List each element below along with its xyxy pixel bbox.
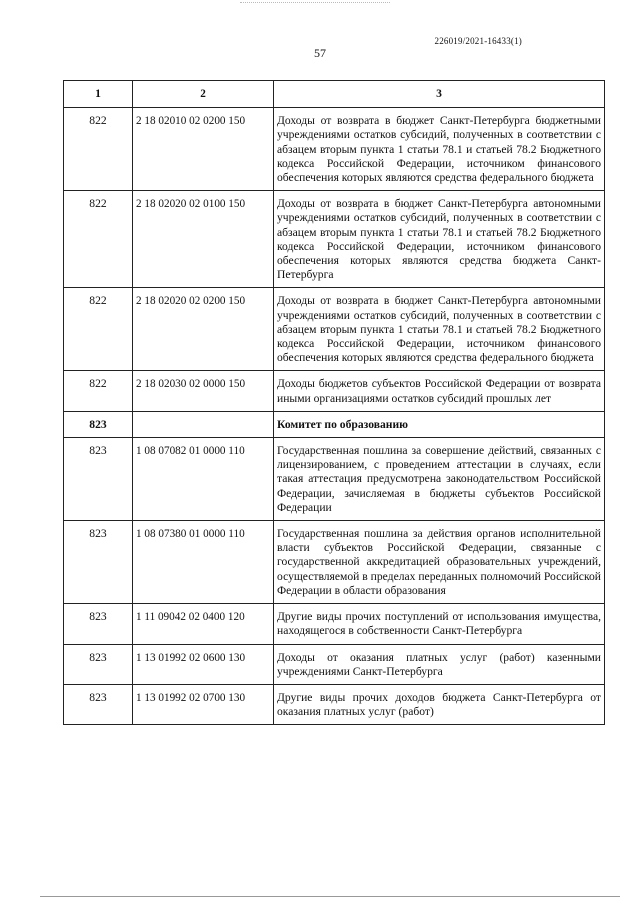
section-title-cell: Комитет по образованию (274, 411, 605, 437)
table-row (64, 604, 605, 644)
description-cell: Другие виды прочих поступлений от использования имущества, находящегося в собственности Санкт-Петербурга (274, 604, 605, 644)
description-cell: Доходы от оказания платных услуг (работ) казенными учреждениями Санкт-Петербурга (274, 644, 605, 684)
document-id: 226019/2021-16433(1) (434, 36, 522, 46)
revenue-code-cell: 2 18 02020 02 0100 150 (133, 191, 274, 288)
page-number: 57 (314, 46, 326, 60)
revenue-code-cell: 2 18 02030 02 0000 150 (133, 371, 274, 411)
description-cell: Доходы бюджетов субъектов Российской Федерации от возврата иными организациями остатков субсидий прошлых лет (274, 371, 605, 411)
page-bottom-edge (40, 896, 620, 897)
admin-code-cell: 823 (64, 411, 133, 437)
description-cell: Доходы от возврата в бюджет Санкт-Петербурга бюджетными учреждениями остатков субсидий, полученных в соответствии с абзацем вторым пункта 1 статьи 78.1 и статьей 78.2 Бюджетного кодекса Российской Федерации, источником финансового обеспечения которых являются средства федерального бюджета (274, 108, 605, 191)
admin-code-cell: 822 (64, 191, 133, 288)
revenue-code-cell: 1 08 07082 01 0000 110 (133, 438, 274, 521)
table-header-row (64, 81, 605, 108)
revenue-code-cell: 1 13 01992 02 0700 130 (133, 684, 274, 724)
table-row (64, 684, 605, 724)
description-cell: Государственная пошлина за действия органов исполнительной власти субъектов Российской Федерации, связанные с государственной аккредитацией образовательных учреждений, осуществляемой в пределах переданных полномочий Российской Федерации в области образования (274, 521, 605, 604)
table-row (64, 288, 605, 371)
revenue-code-cell: 1 13 01992 02 0600 130 (133, 644, 274, 684)
admin-code-cell: 822 (64, 371, 133, 411)
revenue-code-cell: 1 08 07380 01 0000 110 (133, 521, 274, 604)
description-cell: Другие виды прочих доходов бюджета Санкт-Петербурга от оказания платных услуг (работ) (274, 684, 605, 724)
column-header-3: 3 (274, 81, 605, 108)
table-row (64, 411, 605, 437)
table-row (64, 191, 605, 288)
admin-code-cell: 823 (64, 604, 133, 644)
table-row (64, 644, 605, 684)
admin-code-cell: 823 (64, 438, 133, 521)
revenue-code-cell: 2 18 02010 02 0200 150 (133, 108, 274, 191)
description-cell: Доходы от возврата в бюджет Санкт-Петербурга автономными учреждениями остатков субсидий, полученных в соответствии с абзацем вторым пункта 1 статьи 78.1 и статьей 78.2 Бюджетного кодекса Российской Федерации, источником финансового обеспечения которых являются средства федерального бюджета (274, 288, 605, 371)
table-row (64, 371, 605, 411)
admin-code-cell: 823 (64, 521, 133, 604)
scan-artifact-line (240, 2, 390, 3)
admin-code-cell: 823 (64, 684, 133, 724)
description-cell: Государственная пошлина за совершение действий, связанных с лицензированием, с проведением аттестации в случаях, если такая аттестация предусмотрена законодательством Российской Федерации, зачисляемая в бюджеты субъектов Российской Федерации (274, 438, 605, 521)
revenue-code-cell (133, 411, 274, 437)
admin-code-cell: 822 (64, 288, 133, 371)
admin-code-cell: 823 (64, 644, 133, 684)
revenue-code-cell: 1 11 09042 02 0400 120 (133, 604, 274, 644)
description-cell: Доходы от возврата в бюджет Санкт-Петербурга автономными учреждениями остатков субсидий, полученных в соответствии с абзацем вторым пункта 1 статьи 78.1 и статьей 78.2 Бюджетного кодекса Российской Федерации, источником финансового обеспечения которых являются средства бюджета Санкт-Петербурга (274, 191, 605, 288)
table-row (64, 438, 605, 521)
admin-code-cell: 822 (64, 108, 133, 191)
revenue-codes-table (63, 80, 605, 725)
revenue-code-cell: 2 18 02020 02 0200 150 (133, 288, 274, 371)
column-header-1: 1 (64, 81, 133, 108)
table-row (64, 521, 605, 604)
table-row (64, 108, 605, 191)
column-header-2: 2 (133, 81, 274, 108)
